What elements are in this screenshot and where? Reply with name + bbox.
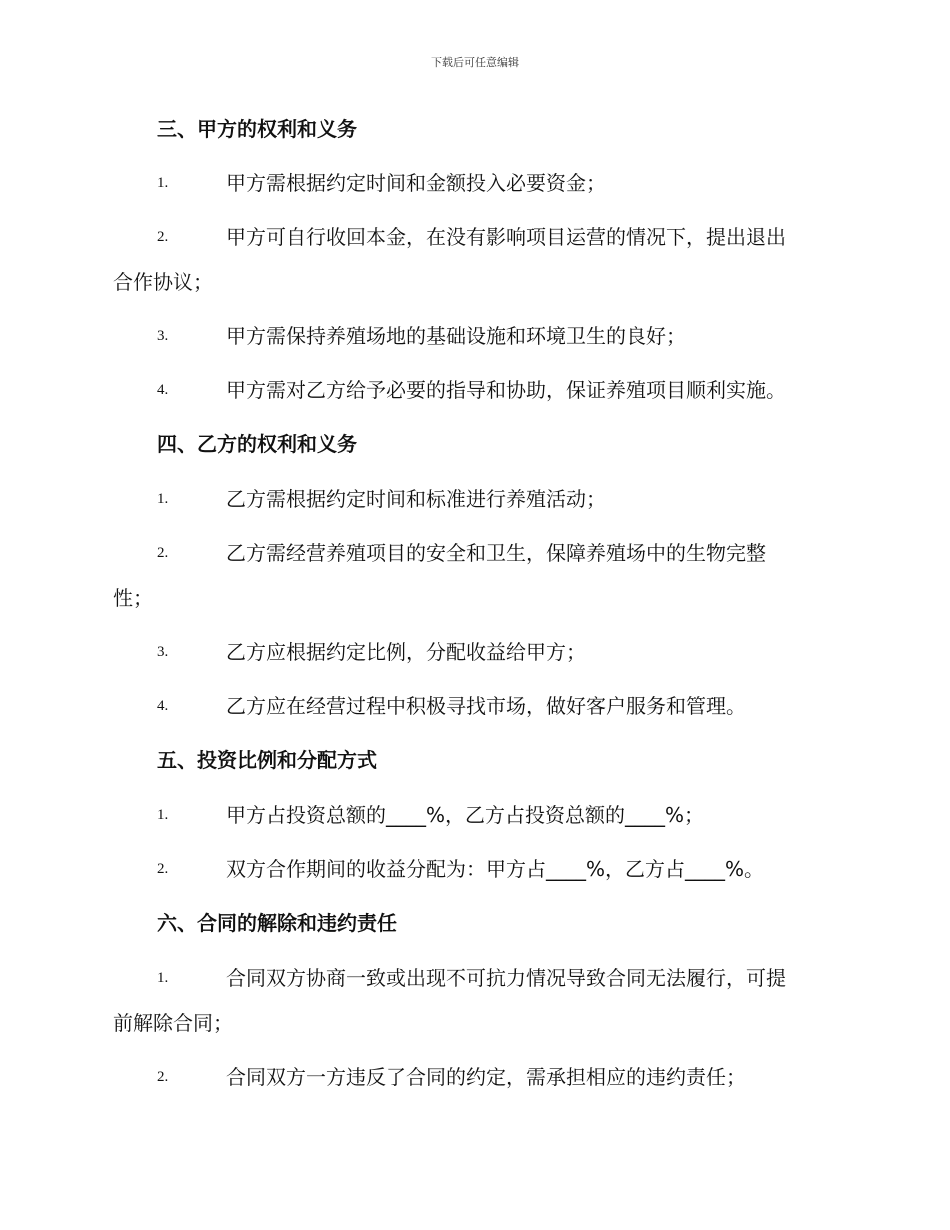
item-text: 乙方应根据约定比例，分配收益给甲方； <box>226 640 586 664</box>
item-number: 2. <box>157 1069 169 1085</box>
section-heading-4: 四、乙方的权利和义务 <box>157 432 357 456</box>
item-number: 3. <box>157 644 169 660</box>
item-number: 4. <box>157 382 169 398</box>
item-number: 4. <box>157 698 169 714</box>
section-heading-6: 六、合同的解除和违约责任 <box>157 911 397 935</box>
item-text: 甲方可自行收回本金，在没有影响项目运营的情况下，提出退出 <box>226 225 786 249</box>
item-text-continuation: 前解除合同； <box>113 1011 233 1035</box>
item-number: 1. <box>157 175 169 191</box>
section-heading-5: 五、投资比例和分配方式 <box>157 748 377 772</box>
item-text: 乙方需经营养殖项目的安全和卫生，保障养殖场中的生物完整 <box>226 541 766 565</box>
item-number: 1. <box>157 970 169 986</box>
item-text: 乙方需根据约定时间和标准进行养殖活动； <box>226 487 606 511</box>
item-text-continuation: 性； <box>113 586 153 610</box>
item-text: 双方合作期间的收益分配为：甲方占____%，乙方占____%。 <box>226 857 765 881</box>
item-number: 3. <box>157 328 169 344</box>
section-heading-3: 三、甲方的权利和义务 <box>157 117 357 141</box>
item-text: 合同双方协商一致或出现不可抗力情况导致合同无法履行，可提 <box>226 966 786 990</box>
item-number: 1. <box>157 491 169 507</box>
item-text: 甲方需保持养殖场地的基础设施和环境卫生的良好； <box>226 324 686 348</box>
item-text: 乙方应在经营过程中积极寻找市场，做好客户服务和管理。 <box>226 694 746 718</box>
item-text-continuation: 合作协议； <box>113 270 213 294</box>
item-text: 合同双方一方违反了合同的约定，需承担相应的违约责任； <box>226 1065 746 1089</box>
page-header: 下载后可任意编辑 <box>431 56 519 69</box>
item-number: 1. <box>157 807 169 823</box>
item-number: 2. <box>157 229 169 245</box>
item-text: 甲方占投资总额的____%，乙方占投资总额的____%； <box>226 803 705 827</box>
item-text: 甲方需对乙方给予必要的指导和协助，保证养殖项目顺利实施。 <box>226 378 786 402</box>
item-number: 2. <box>157 861 169 877</box>
item-text: 甲方需根据约定时间和金额投入必要资金； <box>226 171 606 195</box>
item-number: 2. <box>157 545 169 561</box>
